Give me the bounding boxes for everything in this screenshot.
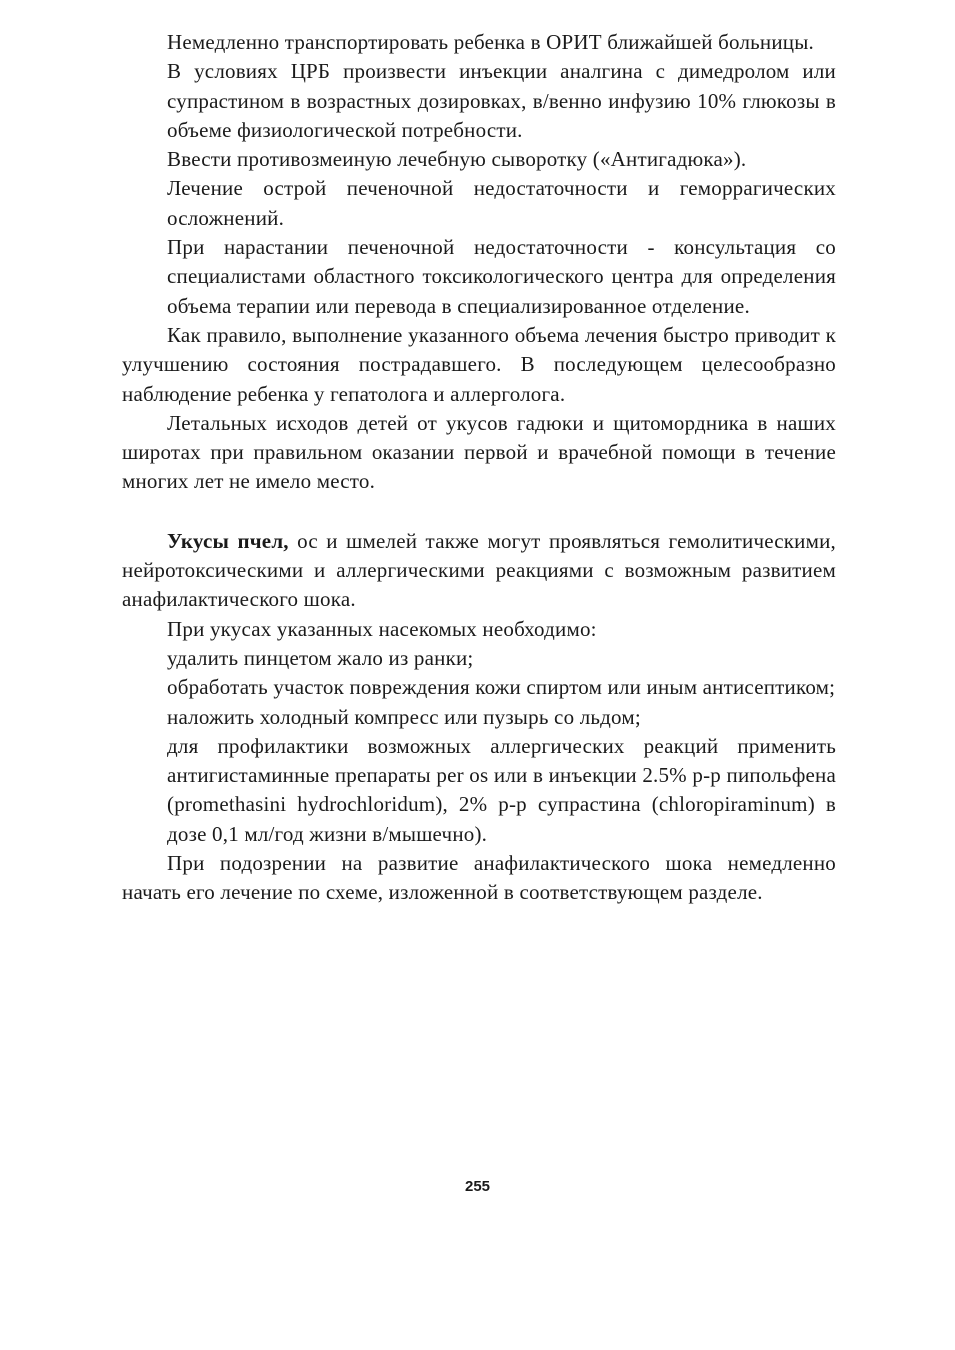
instruction-transport: Немедленно транспортировать ребенка в ОРИТ ближайшей больницы. xyxy=(167,30,815,54)
bees-item-antihistamine: для профилактики возможных аллергических реакций применить антигистаминные препараты per os или в инъекции 2.5% р-р пипольфена (promethasini hydrochloridum), 2% р-р супрастина (chloropiraminum) в дозе 0,1 мл/год жизни в/мышечно). xyxy=(167,733,836,846)
bees-text: ос и шмелей также могут проявляться гемолитическими, нейротоксическими и аллергическими реакциями с возможным развитием анафилактического шока. xyxy=(122,528,836,612)
bees-item-cold: наложить холодный компресс или пузырь со льдом; xyxy=(167,704,641,729)
page-text xyxy=(122,28,836,908)
page-number: 255 xyxy=(464,1178,491,1195)
paragraph-lethal: Летальных исходов детей от укусов гадюки и щитомордника в наших широтах при правильном оказании первой и врачебной помощи в течение многих лет не имело место. xyxy=(122,410,836,494)
instruction-injections: В условиях ЦРБ произвести инъекции аналгина с димедролом или супрастином в возрастных дозировках, в/венно инфузию 10% глюкозы в объеме физиологической потребности. xyxy=(167,59,836,142)
paragraph-result: Как правило, выполнение указанного объема лечения быстро приводит к улучшению состояния пострадавшего. В последующем целесообразно наблюдение ребенка у гепатолога и аллерголога. xyxy=(122,322,836,406)
section-gap xyxy=(122,497,836,527)
bees-intro: При укусах указанных насекомых необходимо: xyxy=(167,616,597,641)
instruction-serum: Ввести противозмеиную лечебную сыворотку («Антигадюка»). xyxy=(167,147,747,172)
instruction-consultation: При нарастании печеночной недостаточности - консультация со специалистами областного токсикологического центра для определения объема терапии или перевода в специализированное отделение. xyxy=(167,235,836,318)
bees-item-sting: удалить пинцетом жало из ранки; xyxy=(167,645,474,670)
instruction-liver-treatment: Лечение острой печеночной недостаточности и геморрагических осложнений. xyxy=(167,176,836,230)
bees-item-antiseptic: обработать участок повреждения кожи спиртом или иным антисептиком; xyxy=(167,675,836,700)
bees-heading: Укусы пчел, xyxy=(167,528,289,553)
bees-paragraph xyxy=(122,527,836,615)
bees-closing: При подозрении на развитие анафилактического шока немедленно начать его лечение по схеме, изложенной в соответствующем разделе. xyxy=(122,851,836,905)
